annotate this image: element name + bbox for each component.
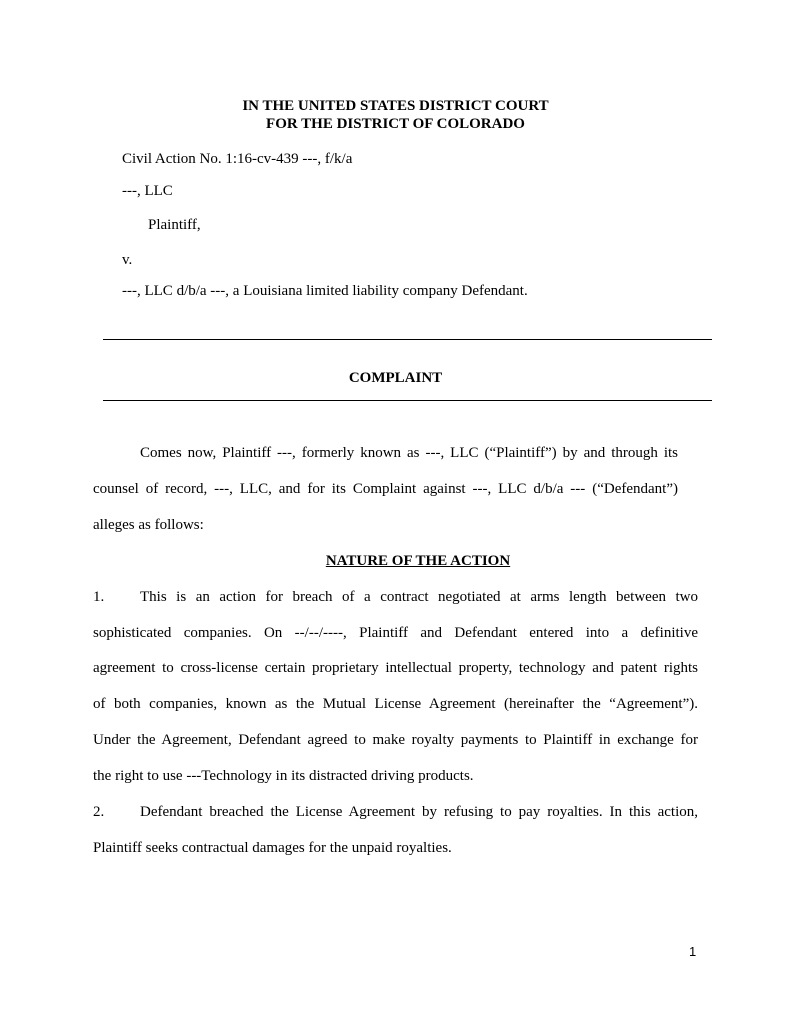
divider-bottom xyxy=(103,400,712,401)
versus: v. xyxy=(122,252,133,268)
page-number: 1 xyxy=(689,944,697,959)
court-name-line-1: IN THE UNITED STATES DISTRICT COURT xyxy=(242,98,549,114)
defendant-entity: ---, LLC d/b/a ---, a Louisiana limited liability company Defendant. xyxy=(122,283,528,299)
plaintiff-entity: ---, LLC xyxy=(122,183,173,199)
paragraph-line: Defendant breached the License Agreement by refusing to pay royalties. In this action, xyxy=(140,804,698,820)
section-heading: NATURE OF THE ACTION xyxy=(325,553,511,569)
paragraph-line: Under the Agreement, Defendant agreed to make royalty payments to Plaintiff in exchange for xyxy=(93,732,698,748)
court-name-line-2: FOR THE DISTRICT OF COLORADO xyxy=(266,116,525,132)
paragraph-line: Plaintiff seeks contractual damages for the unpaid royalties. xyxy=(93,840,452,856)
paragraph-line: the right to use ---Technology in its distracted driving products. xyxy=(93,768,474,784)
paragraph-line: sophisticated companies. On --/--/----, Plaintiff and Defendant entered into a definitive xyxy=(93,625,698,641)
paragraph-number: 2. xyxy=(93,804,105,820)
intro-line-1: Comes now, Plaintiff ---, formerly known as ---, LLC (“Plaintiff”) by and through its xyxy=(140,445,678,461)
paragraph-line: agreement to cross-license certain proprietary intellectual property, technology and patent rights xyxy=(93,660,698,676)
plaintiff-label: Plaintiff, xyxy=(148,217,201,233)
paragraph-number: 1. xyxy=(93,589,105,605)
paragraph-line: of both companies, known as the Mutual License Agreement (hereinafter the “Agreement”). xyxy=(93,696,698,712)
paragraph-line: This is an action for breach of a contract negotiated at arms length between two xyxy=(140,589,698,605)
divider-top xyxy=(103,339,712,340)
intro-line-3: alleges as follows: xyxy=(93,517,204,533)
document-title: COMPLAINT xyxy=(348,370,443,386)
intro-line-2: counsel of record, ---, LLC, and for its Complaint against ---, LLC d/b/a --- (“Defendant”) xyxy=(93,481,678,497)
civil-action-number: Civil Action No. 1:16-cv-439 ---, f/k/a xyxy=(122,151,353,167)
